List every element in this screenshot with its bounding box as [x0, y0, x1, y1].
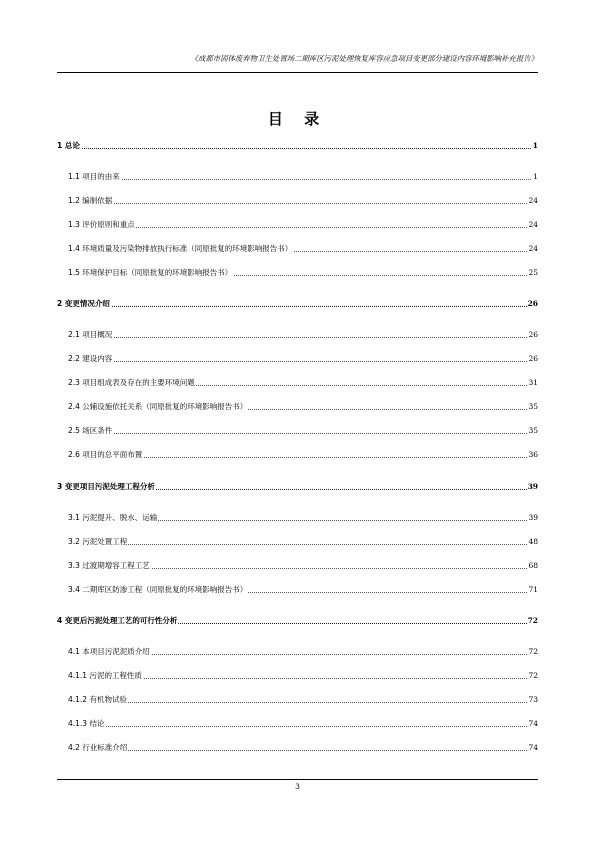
toc-entry-section[interactable] [0, 171, 595, 183]
toc-entry-page: 1 [533, 172, 538, 181]
toc-entry-section[interactable] [0, 353, 595, 365]
toc-entry-section[interactable] [0, 267, 595, 279]
toc-entry-section[interactable] [0, 742, 595, 754]
toc-entry-title: 2.6 项目的总平面布置 [68, 450, 143, 459]
toc-entry-title: 1.5 环境保护目标（同原批复的环境影响报告书） [68, 268, 233, 277]
toc-entry-page: 71 [528, 585, 538, 594]
leader-dots [68, 337, 537, 338]
toc-entry-section[interactable] [0, 195, 595, 207]
toc-entry-section[interactable] [0, 718, 595, 730]
leader-dots [68, 726, 537, 727]
leader-dots [57, 148, 537, 149]
toc-entry-title: 4.1 本项目污泥泥质介绍 [68, 647, 150, 656]
toc-entry-section[interactable] [0, 512, 595, 524]
toc-entry-title: 4.1.1 污泥的工程性质 [68, 671, 142, 680]
toc-entry-title: 2.3 项目组成表及存在的主要环境问题 [68, 378, 195, 387]
running-header: 《成都市固体废弃物卫生处置场二期库区污泥处理恢复库容应急项目变更部分建设内容环境影响补充报告》 [190, 54, 538, 63]
toc-entry-title: 2.2 建设内容 [68, 354, 113, 363]
toc-entry-title: 2.1 项目概况 [68, 330, 113, 339]
toc-entry-section[interactable] [0, 425, 595, 437]
toc-entry-chapter[interactable] [0, 140, 595, 152]
toc-entry-page: 72 [527, 616, 538, 625]
toc-title: 目 录 [267, 110, 328, 128]
toc-entry-title: 3 变更项目污泥处理工程分析 [57, 482, 155, 491]
toc-entry-section[interactable] [0, 670, 595, 682]
toc-entry-title: 2 变更情况介绍 [57, 299, 110, 308]
leader-dots [68, 227, 537, 228]
toc-entry-page: 48 [528, 537, 538, 546]
leader-dots [68, 433, 537, 434]
toc-entry-title: 4 变更后污泥处理工艺的可行性分析 [57, 616, 178, 625]
toc-entry-title: 3.3 过渡期增容工程工艺 [68, 561, 150, 570]
toc-entry-page: 72 [528, 647, 538, 656]
toc-entry-section[interactable] [0, 584, 595, 596]
toc-entry-page: 25 [528, 268, 538, 277]
toc-entry-page: 35 [528, 426, 538, 435]
toc-entry-page: 68 [528, 561, 538, 570]
toc-entry-page: 26 [528, 354, 538, 363]
toc-entry-page: 26 [527, 299, 538, 308]
leader-dots [57, 306, 537, 307]
toc-entry-page: 39 [527, 482, 538, 491]
toc-entry-page: 24 [528, 244, 538, 253]
toc-entry-page: 74 [528, 719, 538, 728]
toc-entry-chapter[interactable] [0, 481, 595, 493]
toc-entry-page: 1 [532, 141, 538, 150]
page-number: 3 [295, 782, 300, 791]
toc-entry-section[interactable] [0, 560, 595, 572]
toc-entry-page: 39 [528, 513, 538, 522]
footer-divider [57, 779, 538, 780]
toc-entry-title: 3.1 污泥提升、脱水、运输 [68, 513, 158, 522]
toc-entry-section[interactable] [0, 377, 595, 389]
leader-dots [68, 702, 537, 703]
toc-entry-title: 3.4 二期库区防渗工程（同原批复的环境影响报告书） [68, 585, 248, 594]
toc-entry-title: 4.1.3 结论 [68, 719, 105, 728]
leader-dots [68, 179, 537, 180]
toc-entry-title: 4.1.2 有机物试验 [68, 695, 127, 704]
toc-entry-page: 72 [528, 671, 538, 680]
toc-entry-page: 74 [528, 743, 538, 752]
toc-entry-page: 26 [528, 330, 538, 339]
toc-entry-chapter[interactable] [0, 615, 595, 627]
toc-entry-title: 1.2 编制依据 [68, 196, 113, 205]
leader-dots [68, 544, 537, 545]
toc-entry-section[interactable] [0, 449, 595, 461]
header-divider [57, 72, 538, 73]
leader-dots [68, 361, 537, 362]
toc-entry-title: 2.4 公辅设施依托关系（同原批复的环境影响报告书） [68, 402, 248, 411]
toc-entry-section[interactable] [0, 401, 595, 413]
leader-dots [68, 750, 537, 751]
toc-entry-title: 1.1 项目的由来 [68, 172, 120, 181]
toc-entry-chapter[interactable] [0, 298, 595, 310]
toc-entry-section[interactable] [0, 536, 595, 548]
toc-entry-title: 4.2 行业标准介绍 [68, 743, 128, 752]
toc-entry-title: 1.4 环境质量及污染物排放执行标准（同原批复的环境影响报告书） [68, 244, 293, 253]
toc-entry-page: 35 [528, 402, 538, 411]
toc-entry-section[interactable] [0, 219, 595, 231]
toc-entry-title: 1 总论 [57, 141, 80, 150]
toc-entry-section[interactable] [0, 646, 595, 658]
toc-entry-page: 73 [528, 695, 538, 704]
toc-entry-section[interactable] [0, 694, 595, 706]
toc-entry-title: 1.3 评价原则和重点 [68, 220, 135, 229]
leader-dots [68, 203, 537, 204]
toc-entry-title: 2.5 场区条件 [68, 426, 113, 435]
toc-entry-page: 24 [528, 196, 538, 205]
toc-entry-page: 31 [528, 378, 538, 387]
toc-entry-page: 24 [528, 220, 538, 229]
toc-entry-title: 3.2 污泥处置工程 [68, 537, 128, 546]
toc-entry-page: 36 [528, 450, 538, 459]
toc-entry-section[interactable] [0, 243, 595, 255]
toc-entry-section[interactable] [0, 329, 595, 341]
